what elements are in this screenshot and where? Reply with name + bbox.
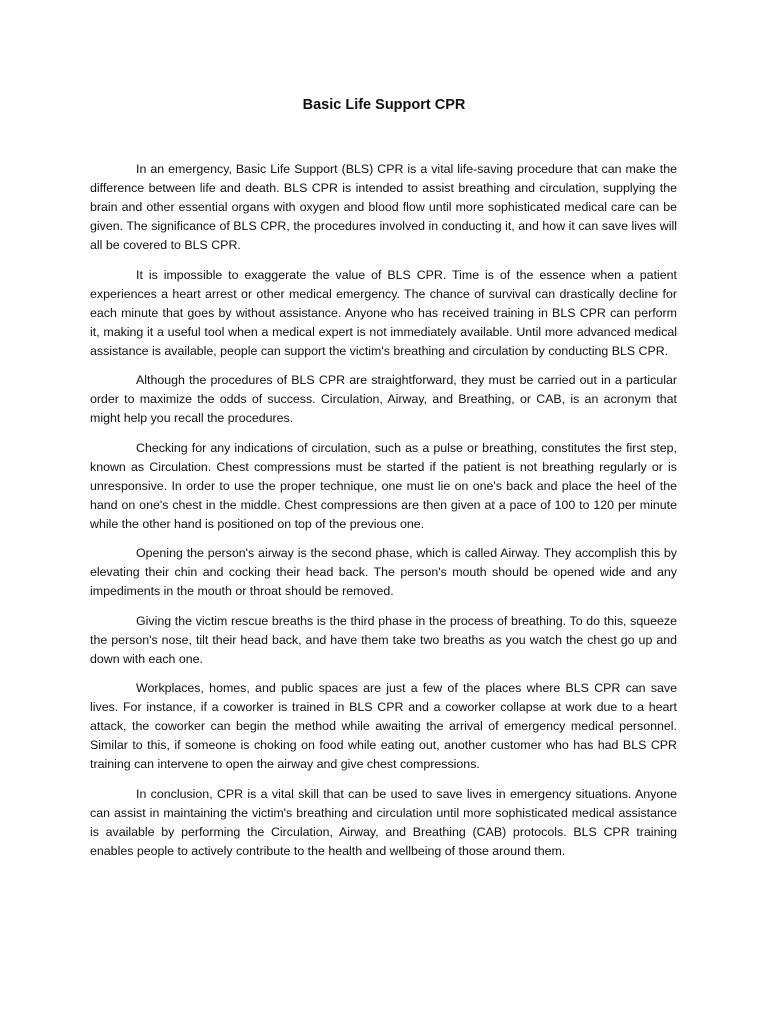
paragraph-importance: It is impossible to exaggerate the value of BLS CPR. Time is of the essence when a patient experiences a heart arrest or other medical emergency. The chance of survival can drastically decline for each minute that goes by without assistance. Anyone who has received training in BLS CPR can perform it, making it a useful tool when a medical expert is not immediately available. Until more advanced medical assistance is available, people can support the victim's breathing and circulation by conducting BLS CPR. [90, 267, 677, 358]
document-body [90, 160, 677, 871]
paragraph-conclusion: In conclusion, CPR is a vital skill that can be used to save lives in emergency situations. Anyone can assist in maintaining the victim's breathing and circulation until more sophisticated medical assistance is available by performing the Circulation, Airway, and Breathing (CAB) protocols. BLS CPR training enables people to actively contribute to the health and wellbeing of those around them. [90, 786, 677, 858]
paragraph-applications: Workplaces, homes, and public spaces are just a few of the places where BLS CPR can save lives. For instance, if a coworker is trained in BLS CPR and a coworker collapse at work due to a heart attack, the coworker can begin the method while awaiting the arrival of emergency medical personnel. Similar to this, if someone is choking on food while eating out, another customer who has had BLS CPR training can intervene to open the airway and give chest compressions. [90, 681, 677, 771]
paragraph-introduction: In an emergency, Basic Life Support (BLS) CPR is a vital life-saving procedure that can make the difference between life and death. BLS CPR is intended to assist breathing and circulation, supplying the brain and other essential organs with oxygen and blood flow until more sophisticated medical care can be given. The significance of BLS CPR, the procedures involved in conducting it, and how it can save lives will all be covered to BLS CPR. [90, 162, 677, 252]
document-title: Basic Life Support CPR [302, 97, 466, 113]
paragraph-airway: Opening the person's airway is the second phase, which is called Airway. They accomplish this by elevating their chin and cocking their head back. The person's mouth should be opened wide and any impediments in the mouth or throat should be removed. [90, 546, 677, 598]
paragraph-procedure-overview: Although the procedures of BLS CPR are straightforward, they must be carried out in a particular order to maximize the odds of success. Circulation, Airway, and Breathing, or CAB, is an acronym that might help you recall the procedures. [90, 373, 677, 425]
paragraph-breathing: Giving the victim rescue breaths is the third phase in the process of breathing. To do this, squeeze the person's nose, tilt their head back, and have them take two breaths as you watch the chest go up and down with each one. [90, 613, 677, 666]
paragraph-circulation: Checking for any indications of circulation, such as a pulse or breathing, constitutes the first step, known as Circulation. Chest compressions must be started if the patient is not breathing regularly or is unresponsive. In order to use the proper technique, one must lie on one's back and place the heel of the hand on one's chest in the middle. Chest compressions are then given at a pace of 100 to 120 per minute while the other hand is positioned on top of the previous one. [90, 440, 677, 531]
